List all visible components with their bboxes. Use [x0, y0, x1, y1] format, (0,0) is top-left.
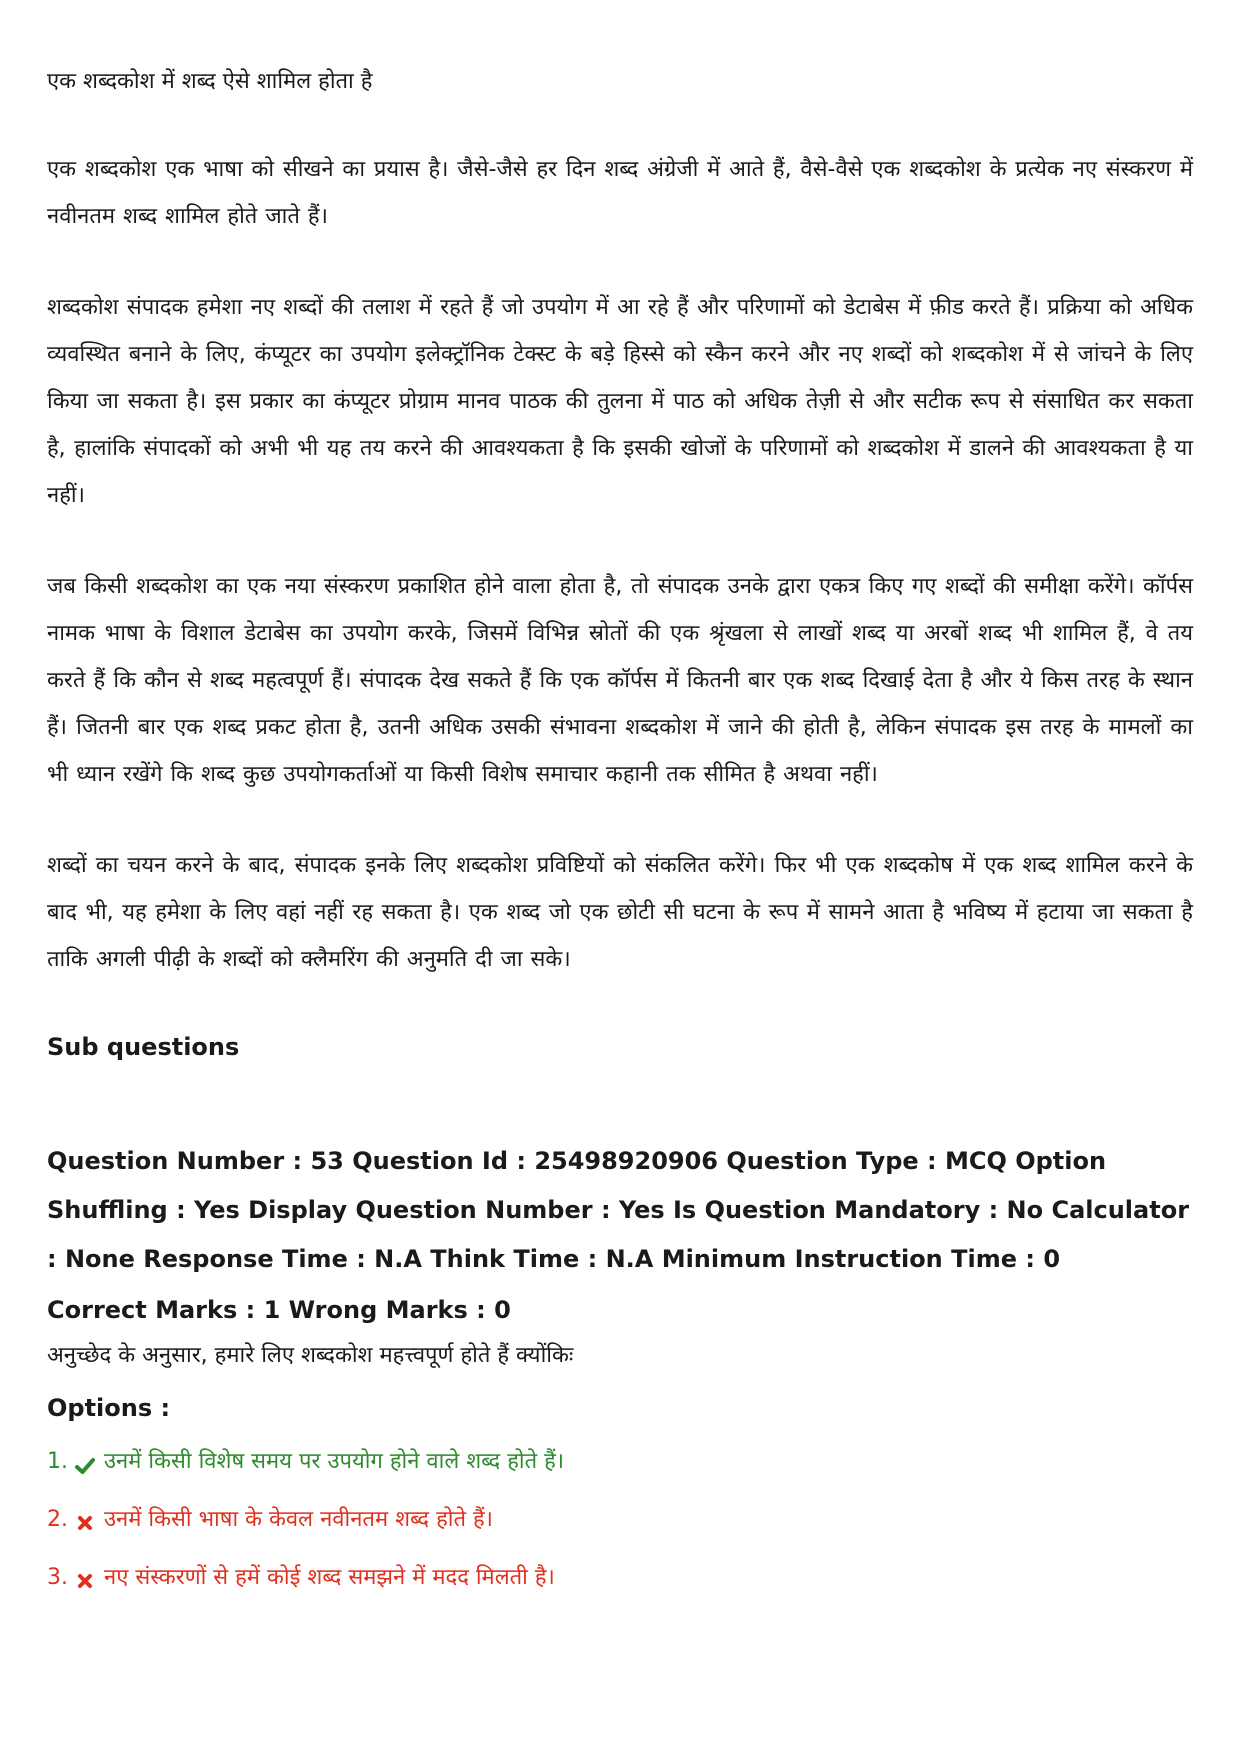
passage-paragraph: शब्दों का चयन करने के बाद, संपादक इनके लिए शब्दकोश प्रविष्टियों को संकलित करेंगे। फिर भी एक शब्दकोष में एक शब्द शामिल करने के बाद भी, यह हमेशा के लिए वहां नहीं रह सकता है। एक शब्द जो एक छोटी सी घटना के रूप में सामने आता है भविष्य में हटाया जा सकता है ताकि अगली पीढ़ी के शब्दों को क्लैमरिंग की अनुमति दी जा सके।: [47, 853, 1193, 972]
passage-paragraph: शब्दकोश संपादक हमेशा नए शब्दों की तलाश में रहते हैं जो उपयोग में आ रहे हैं और परिणामों को डेटाबेस में फ़ीड करते हैं। प्रक्रिया को अधिक व्यवस्थित बनाने के लिए, कंप्यूटर का उपयोग इलेक्ट्रॉनिक टेक्स्ट के बड़े हिस्से को स्कैन करने और नए शब्दों को शब्दकोश में से जांचने के लिए किया जा सकता है। इस प्रकार का कंप्यूटर प्रोग्राम मानव पाठक की तुलना में पाठ को अधिक तेज़ी से और सटीक रूप से संसाधित कर सकता है, हालांकि संपादकों को अभी भी यह तय करने की आवश्यकता है कि इसकी खोजों के परिणामों को शब्दकोश में डालने की आवश्यकता है या नहीं।: [47, 295, 1194, 508]
option-text: उनमें किसी भाषा के केवल नवीनतम शब्द होते हैं।: [104, 1507, 494, 1532]
question-text: अनुच्छेद के अनुसार, हमारे लिए शब्दकोश महत्त्वपूर्ण होते हैं क्योंकिः: [47, 1343, 574, 1368]
passage-paragraph: जब किसी शब्दकोश का एक नया संस्करण प्रकाशित होने वाला होता है, तो संपादक उनके द्वारा एकत्र किए गए शब्दों की समीक्षा करेंगे। कॉर्पस नामक भाषा के विशाल डेटाबेस का उपयोग करके, जिसमें विभिन्न स्रोतों की एक श्रृंखला से लाखों शब्द या अरबों शब्द भी शामिल हैं, वे तय करते हैं कि कौन से शब्द महत्वपूर्ण हैं। संपादक देख सकते हैं कि एक कॉर्पस में कितनी बार एक शब्द दिखाई देता है और ये किस तरह के स्थान हैं। जितनी बार एक शब्द प्रकट होता है, उतनी अधिक उसकी संभावना शब्दकोश में जाने की होती है, लेकिन संपादक इस तरह के मामलों का भी ध्यान रखेंगे कि शब्द कुछ उपयोगकर्ताओं या किसी विशेष समाचार कहानी तक सीमित है अथवा नहीं।: [47, 574, 1193, 787]
sub-questions-title: Sub questions: [47, 1033, 240, 1061]
option-3: [47, 1558, 1193, 1598]
passage-heading: एक शब्दकोश में शब्द ऐसे शामिल होता है: [47, 69, 373, 94]
option-text: उनमें किसी विशेष समय पर उपयोग होने वाले शब्द होते हैं।: [104, 1449, 565, 1474]
option-text: नए संस्करणों से हमें कोई शब्द समझने में मदद मिलती है।: [104, 1565, 555, 1590]
option-number: 1.: [47, 1449, 68, 1474]
question-meta: Question Number : 53 Question Id : 25498920906 Question Type : MCQ Option Shuffling : Yes Display Question Number : Yes Is Question Mandatory : No Calculator : None Response Time : N.A Think Time : N.A Minimum Instruction Time : 0: [47, 1147, 1190, 1273]
option-1: [47, 1442, 1193, 1482]
check-icon: [74, 1451, 96, 1473]
cross-icon: [74, 1567, 96, 1589]
option-number: 2.: [47, 1507, 68, 1532]
question-marks: Correct Marks : 1 Wrong Marks : 0: [47, 1296, 511, 1324]
cross-icon: [74, 1509, 96, 1531]
option-number: 3.: [47, 1565, 68, 1590]
passage-paragraph: एक शब्दकोश एक भाषा को सीखने का प्रयास है। जैसे-जैसे हर दिन शब्द अंग्रेजी में आते हैं, वैसे-वैसे एक शब्दकोश के प्रत्येक नए संस्करण में नवीनतम शब्द शामिल होते जाते हैं।: [47, 157, 1193, 229]
options-label: Options :: [47, 1394, 171, 1422]
option-2: [47, 1500, 1193, 1540]
